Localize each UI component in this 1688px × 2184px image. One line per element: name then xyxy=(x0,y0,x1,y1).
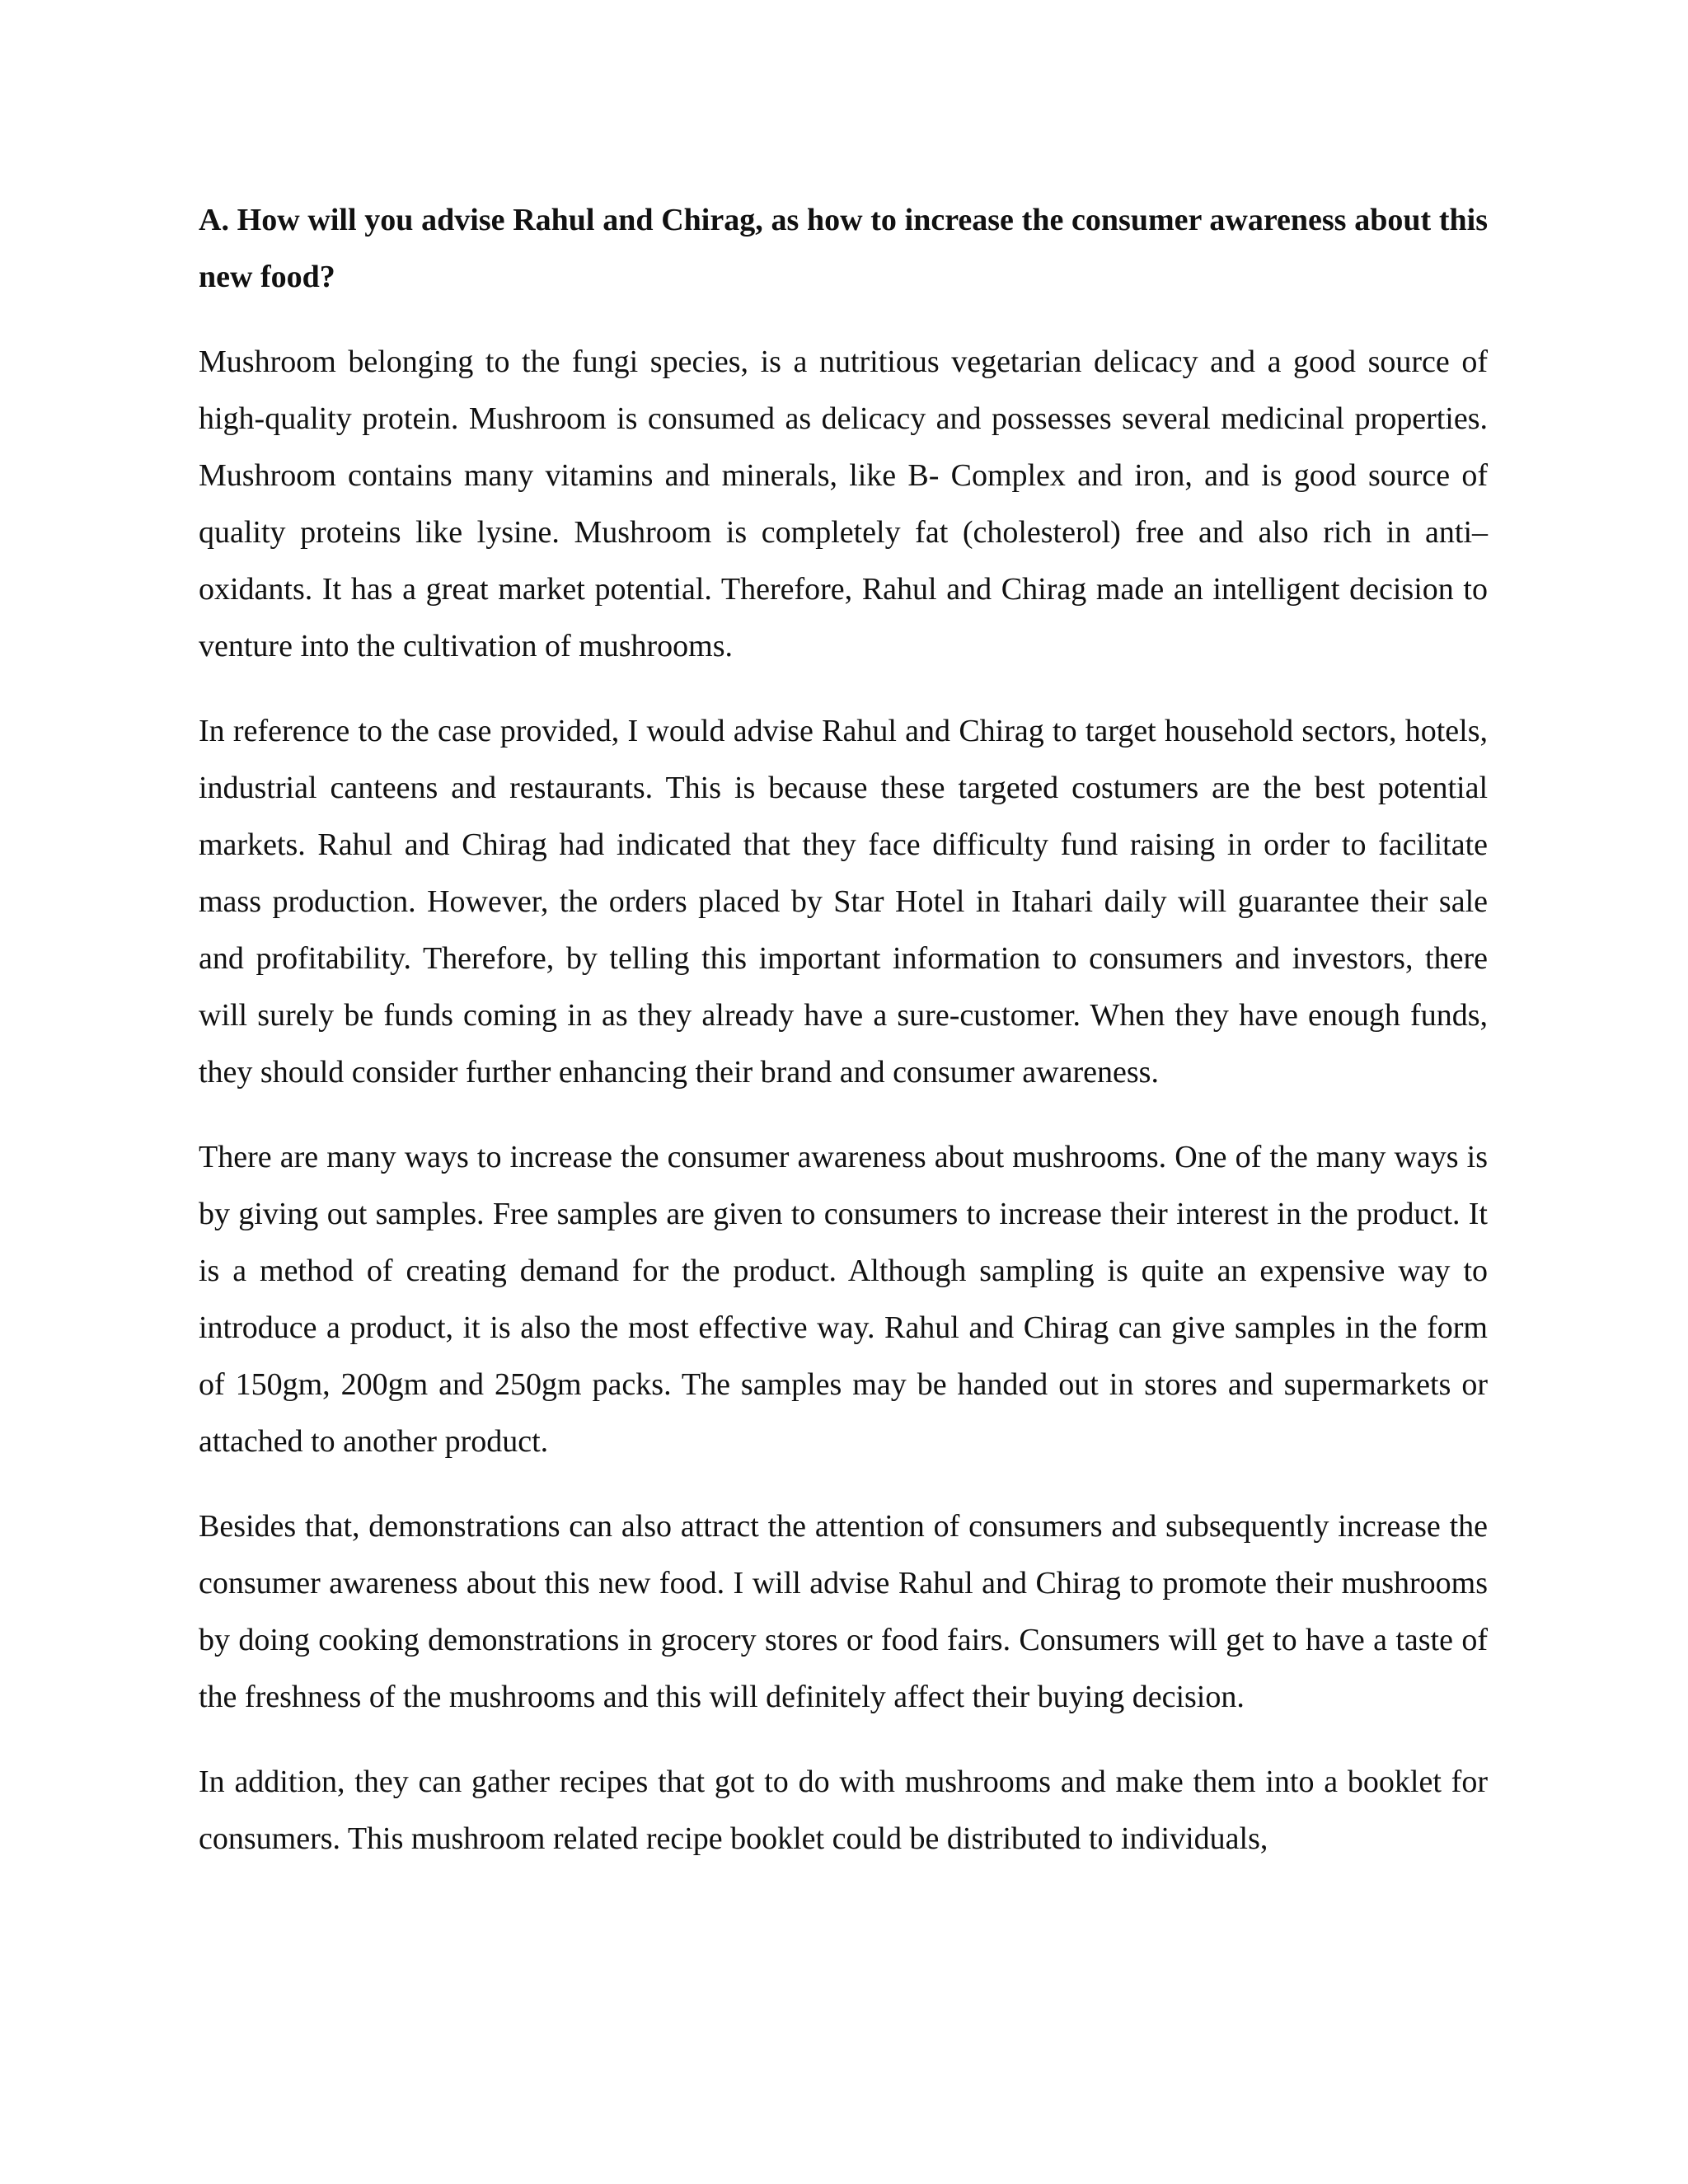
paragraph-nutrition: Mushroom belonging to the fungi species, is a nutritious vegetarian delicacy and a good source of high-quality protein. Mushroom is consumed as delicacy and possesses several medicinal properties. Mushroom contains many vitamins and minerals, like B- Complex and iron, and is good source of quality proteins like lysine. Mushroom is completely fat (cholesterol) free and also rich in anti–oxidants. It has a great market potential. Therefore, Rahul and Chirag made an intelligent decision to venture into the cultivation of mushrooms. xyxy=(199,344,1488,663)
paragraph-samples: There are many ways to increase the consumer awareness about mushrooms. One of the many ways is by giving out samples. Free samples are given to consumers to increase their interest in the product. It is a method of creating demand for the product. Although sampling is quite an expensive way to introduce a product, it is also the most effective way. Rahul and Chirag can give samples in the form of 150gm, 200gm and 250gm packs. The samples may be handed out in stores and supermarkets or attached to another product. xyxy=(199,1140,1488,1459)
paragraph-target-markets: In reference to the case provided, I would advise Rahul and Chirag to target household sectors, hotels, industrial canteens and restaurants. This is because these targeted costumers are the best potential markets. Rahul and Chirag had indicated that they face difficulty fund raising in order to facilitate mass production. However, the orders placed by Star Hotel in Itahari daily will guarantee their sale and profitability. Therefore, by telling this important information to consumers and investors, there will surely be funds coming in as they already have a sure-customer. When they have enough funds, they should consider further enhancing their brand and consumer awareness. xyxy=(199,714,1488,1090)
document-body xyxy=(199,192,1488,1868)
paragraph-demonstrations: Besides that, demonstrations can also attract the attention of consumers and subsequently increase the consumer awareness about this new food. I will advise Rahul and Chirag to promote their mushrooms by doing cooking demonstrations in grocery stores or food fairs. Consumers will get to have a taste of the freshness of the mushrooms and this will definitely affect their buying decision. xyxy=(199,1509,1488,1714)
question-heading: A. How will you advise Rahul and Chirag, as how to increase the consumer awareness about this new food? xyxy=(199,203,1488,294)
paragraph-recipe-booklet: In addition, they can gather recipes that got to do with mushrooms and make them into a booklet for consumers. This mushroom related recipe booklet could be distributed to individuals, xyxy=(199,1765,1488,1856)
